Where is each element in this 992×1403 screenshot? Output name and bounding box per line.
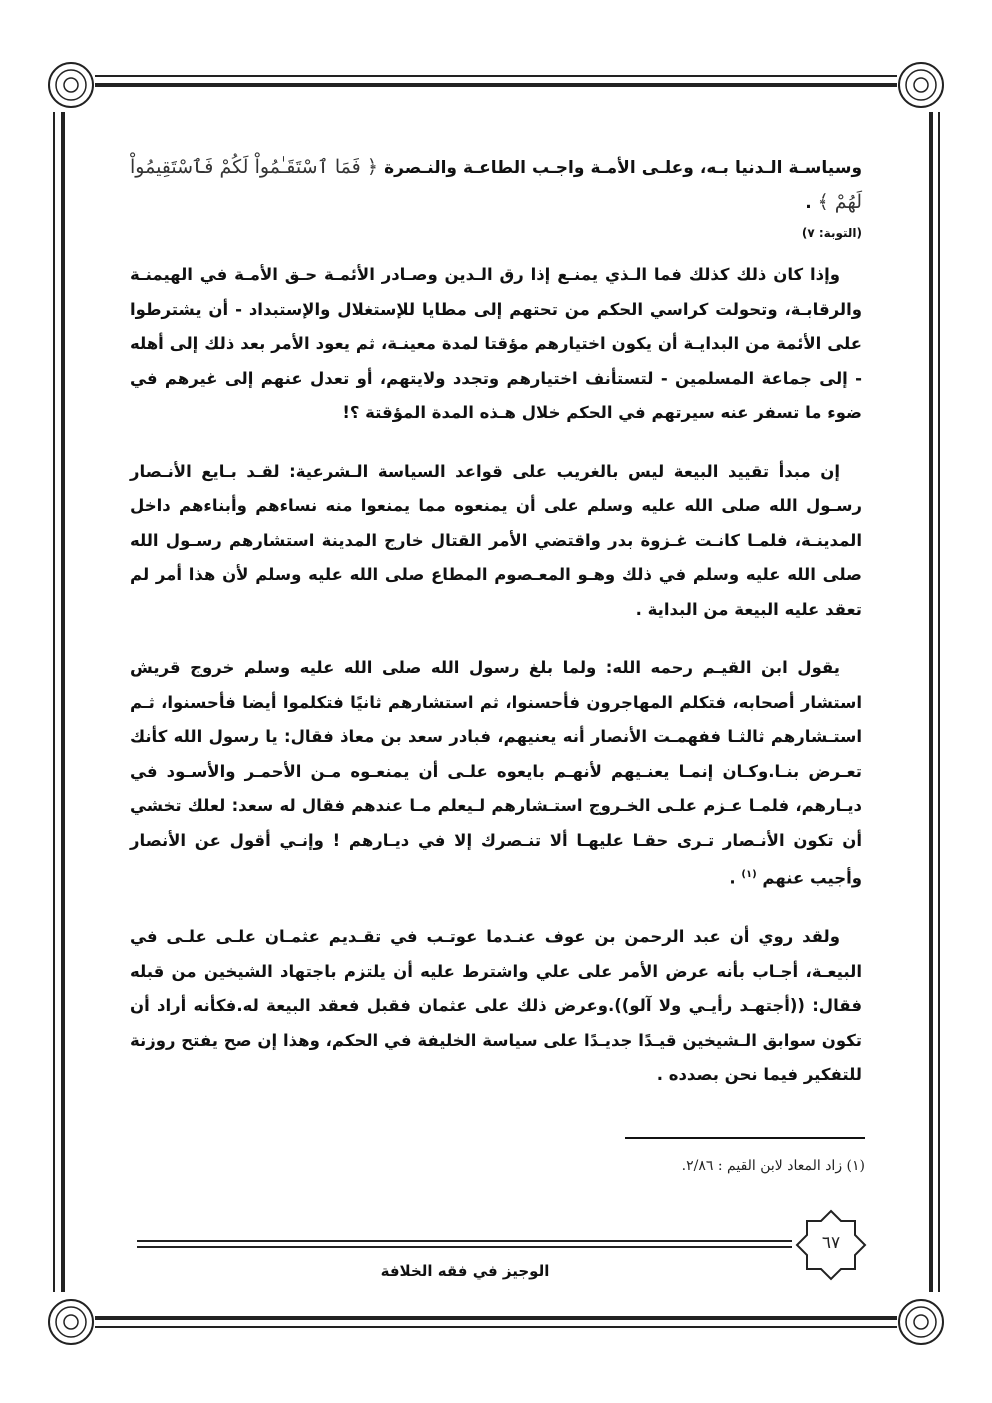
page-number: ٦٧ — [821, 1233, 841, 1253]
frame-top-line-inner — [95, 83, 897, 87]
corner-ornament-icon — [896, 1297, 946, 1347]
footer-rule — [137, 1246, 792, 1248]
paragraph-4: ولقد روي أن عبد الرحمن بن عوف عنـدما عوتـب في تقـديم عثمـان علـى علـى في البيعـة، أجـاب بأنه عرض الأمر على علي واشترط عليه أن يلتزم باجتهاد الشيخين من قبله فقال: ((أجتهـد رأيـي ولا آلو)).وعرض ذلك على عثمان فقبل فعقد البيعة له.فكأنه أراد أن تكون سوابق الـشيخين قيـدًا جديـدًا على سياسة الخليفة في الحكم، وهذا إن صح يفتح روزنة للتفكير فيما نحن بصدده . — [130, 927, 862, 1084]
verse-line — [130, 150, 862, 220]
frame-bottom-line-inner — [95, 1326, 897, 1328]
corner-ornament-icon — [46, 1297, 96, 1347]
verse-line-end: . — [805, 193, 812, 213]
frame-bottom-line — [95, 1316, 897, 1320]
footnote-marker: (١) — [741, 869, 757, 880]
footnote-divider — [625, 1137, 865, 1139]
paragraph-3-text: يقول ابن القيـم رحمه الله: ولما بلغ رسول الله صلى الله عليه وسلم خروج قريش استشار أصحابه، فتكلم المهاجرون فأحسنوا، ثم استشارهم ثانيًا فتكلموا أيضا فأحسنوا، ثـم استـشارهم ثالثـا ففهمـت الأنصار أنه يعنيهم، فبادر سعد بن معاذ فقال: يا رسول الله كأنك تعـرض بنـا.وكـان إنمـا يعنـيهم لأنهـم بايعوه علـى أن يمنعـوه مـن الأحمـر والأسـود في ديـارهم، فلمـا عـزم علـى الخـروج استـشارهم لـيعلم مـا عندهم فقال له سعد: لعلك تخشي أن تكون الأنـصار تـرى حقـا عليهـا ألا تنـصرك إلا في ديـارهم ! وإنـي أقول عن الأنصار وأجيب عنهم — [130, 658, 862, 888]
frame-right-line-inner — [938, 112, 940, 1292]
verse-line-text: وسياسـة الـدنيا بـه، وعلـى الأمـة واجـب الطاعـة والنـصرة — [384, 158, 863, 178]
footer-rule — [137, 1240, 792, 1242]
paragraph-1: وإذا كان ذلك كذلك فما الـذي يمنـع إذا رق الـدين وصـادر الأئمـة حـق الأمـة في الهيمنـة والرقابـة، وتحولت كراسي الحكم من تحتهم إلى مطايا للإستغلال والإستبداد - أن يشترطوا على الأئمة من البدايـة أن يكون اختيارهم مؤقتا لمدة معينـة، ثم يعود الأمر بعد ذلك إلى أهله - إلى جماعة المسلمين - لتستأنف اختيارهم وتجدد ولايتهم، أو تعدل عنهم إلى غيرهم في ضوء ما تسفر عنه سيرتهم في الحكم خلال هـذه المدة المؤقتة ؟! — [130, 265, 862, 422]
quran-verse: ﴿ فَمَا ٱسْتَقَـٰمُواْ لَكُمْ فَٱسْتَقِيمُواْ لَهُمْ ﴾ — [130, 156, 862, 213]
frame-left-line — [53, 112, 55, 1292]
frame-right-line — [929, 112, 933, 1292]
frame-left-line-inner — [61, 112, 65, 1292]
frame-top-line — [95, 75, 897, 77]
corner-ornament-icon — [896, 60, 946, 110]
paragraph-2: إن مبدأ تقييد البيعة ليس بالغريب على قواعد السياسة الـشرعية: لقـد بـايع الأنـصار رسـول الله صلى الله عليه وسلم على أن يمنعوه مما يمنعوا منه نساءهم وأبناءهم داخل المدينـة، فلمـا كانـت غـزوة بدر واقتضي الأمر القتال خارج المدينة استشارهم رسـول الله صلى الله عليه وسلم في ذلك وهـو المعـصوم المطاع صلى الله عليه وسلم لأن هذا أمر لم تعقد عليه البيعة من البداية . — [130, 461, 862, 619]
footnote: (١) زاد المعاد لابن القيم : ٢/٨٦. — [681, 1158, 865, 1174]
corner-ornament-icon — [46, 60, 96, 110]
paragraph-3-end: . — [729, 868, 742, 888]
page-body — [130, 150, 862, 1117]
verse-reference: (التوبة: ٧) — [801, 226, 862, 240]
book-title: الوجيز في فقه الخلافة — [380, 1262, 550, 1280]
paragraph-3 — [130, 651, 862, 896]
